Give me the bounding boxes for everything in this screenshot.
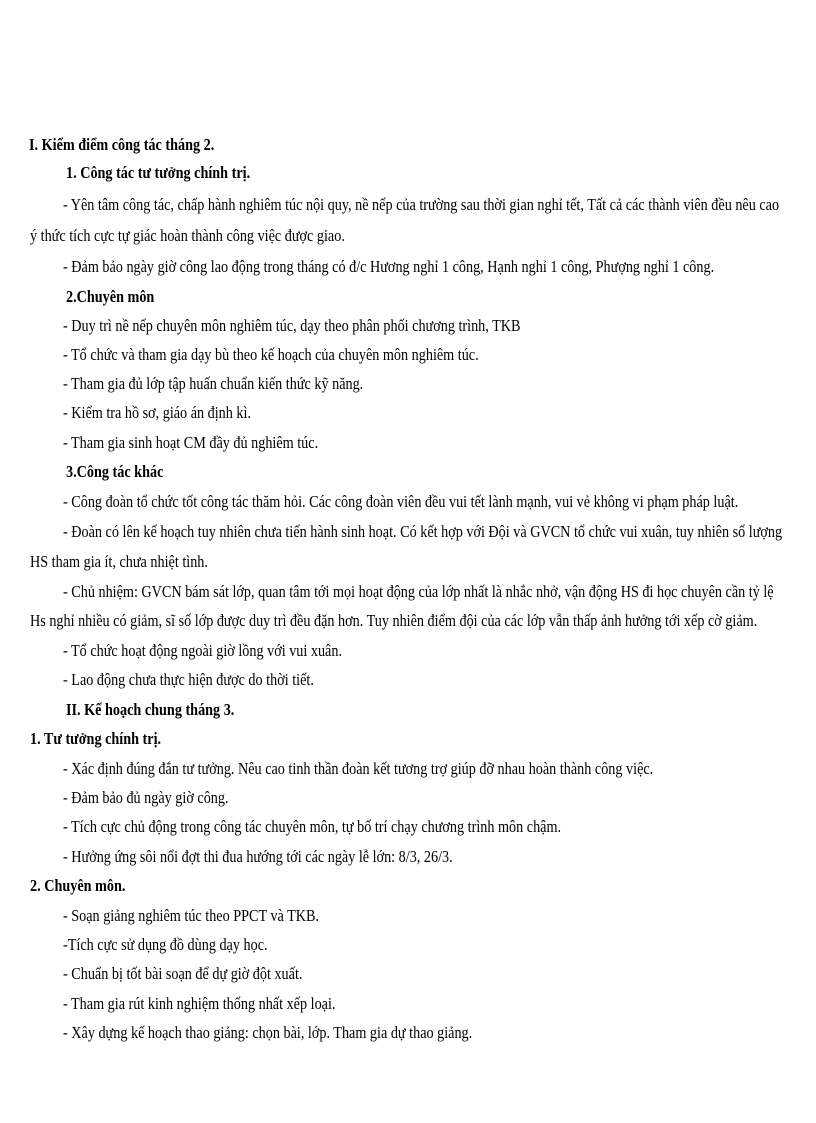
s1-item3-bullet: - Tổ chức hoạt động ngoài giờ lồng với vui xuân.	[63, 641, 343, 660]
s2-item2-bullet: - Soạn giảng nghiêm túc theo PPCT và TKB.	[63, 906, 320, 925]
s1-item2-bullet: - Tổ chức và tham gia dạy bù theo kế hoạch của chuyên môn nghiêm túc.	[63, 345, 479, 364]
section2-title: II. Kế hoạch chung tháng 3.	[66, 700, 235, 719]
s2-item1-heading: 1. Tư tưởng chính trị.	[30, 729, 162, 748]
s1-item2-bullet: - Tham gia sinh hoạt CM đầy đủ nghiêm túc.	[63, 433, 319, 452]
s2-item1-bullet: - Hưởng ứng sôi nổi đợt thi đua hướng tới các ngày lễ lớn: 8/3, 26/3.	[63, 847, 453, 866]
s1-item3-bullet-line2: Hs nghỉ nhiều có giảm, sĩ số lớp được duy trì đều đặn hơn. Tuy nhiên điểm đội của các lớp vẫn thấp ảnh hưởng tới xếp cờ giảm.	[30, 611, 758, 630]
s1-item3-bullet-line2: HS tham gia ít, chưa nhiệt tình.	[30, 552, 208, 571]
s1-item3-bullet: - Lao động chưa thực hiện được do thời tiết.	[63, 670, 314, 689]
section1-title: I. Kiểm điểm công tác tháng 2.	[29, 135, 215, 154]
s2-item2-heading: 2. Chuyên môn.	[30, 876, 126, 895]
s2-item1-bullet: - Đảm bảo đủ ngày giờ công.	[63, 788, 229, 807]
s1-item2-bullet: - Kiểm tra hồ sơ, giáo án định kì.	[63, 403, 252, 422]
s1-item3-heading: 3.Công tác khác	[66, 462, 164, 481]
s1-item1-heading: 1. Công tác tư tưởng chính trị.	[66, 163, 251, 182]
s1-item2-bullet: - Tham gia đủ lớp tập huấn chuẩn kiến thức kỹ năng.	[63, 374, 364, 393]
s2-item1-bullet: - Xác định đúng đắn tư tưởng. Nêu cao tinh thần đoàn kết tương trợ giúp đỡ nhau hoàn thành công việc.	[63, 759, 654, 778]
s1-item3-bullet-line1: - Đoàn có lên kế hoạch tuy nhiên chưa tiến hành sinh hoạt. Có kết hợp với Đội và GVCN tổ chức vui xuân, tuy nhiên số lượng	[63, 522, 783, 541]
s1-item3-bullet: - Công đoàn tổ chức tốt công tác thăm hỏi. Các công đoàn viên đều vui tết lành mạnh, vui vẻ không vi phạm pháp luật.	[63, 492, 739, 511]
s1-item1-paragraph-line2: ý thức tích cực tự giác hoàn thành công việc được giao.	[30, 226, 345, 245]
s2-item2-bullet: - Chuẩn bị tốt bài soạn để dự giờ đột xuất.	[63, 964, 303, 983]
s2-item1-bullet: - Tích cực chủ động trong công tác chuyên môn, tự bố trí chạy chương trình môn chậm.	[63, 817, 562, 836]
s1-item2-bullet: - Duy trì nề nếp chuyên môn nghiêm túc, dạy theo phân phối chương trình, TKB	[63, 316, 521, 335]
s1-item1-paragraph2: - Đảm bảo ngày giờ công lao động trong tháng có đ/c Hương nghỉ 1 công, Hạnh nghỉ 1 công, Phượng nghỉ 1 công.	[63, 257, 715, 276]
s1-item1-paragraph-line1: - Yên tâm công tác, chấp hành nghiêm túc nội quy, nề nếp của trường sau thời gian nghỉ tết, Tất cả các thành viên đều nêu cao	[63, 195, 780, 214]
s1-item3-bullet-line1: - Chủ nhiệm: GVCN bám sát lớp, quan tâm tới mọi hoạt động của lớp nhất là nhắc nhở, vận động HS đi học chuyên cần tỷ lệ	[63, 582, 774, 601]
s2-item2-bullet: - Tham gia rút kinh nghiệm thống nhất xếp loại.	[63, 994, 336, 1013]
s2-item2-bullet: -Tích cực sử dụng đồ dùng dạy học.	[63, 935, 268, 954]
s2-item2-bullet: - Xây dựng kế hoạch thao giảng: chọn bài, lớp. Tham gia dự thao giảng.	[63, 1023, 473, 1042]
s1-item2-heading: 2.Chuyên môn	[66, 287, 155, 306]
